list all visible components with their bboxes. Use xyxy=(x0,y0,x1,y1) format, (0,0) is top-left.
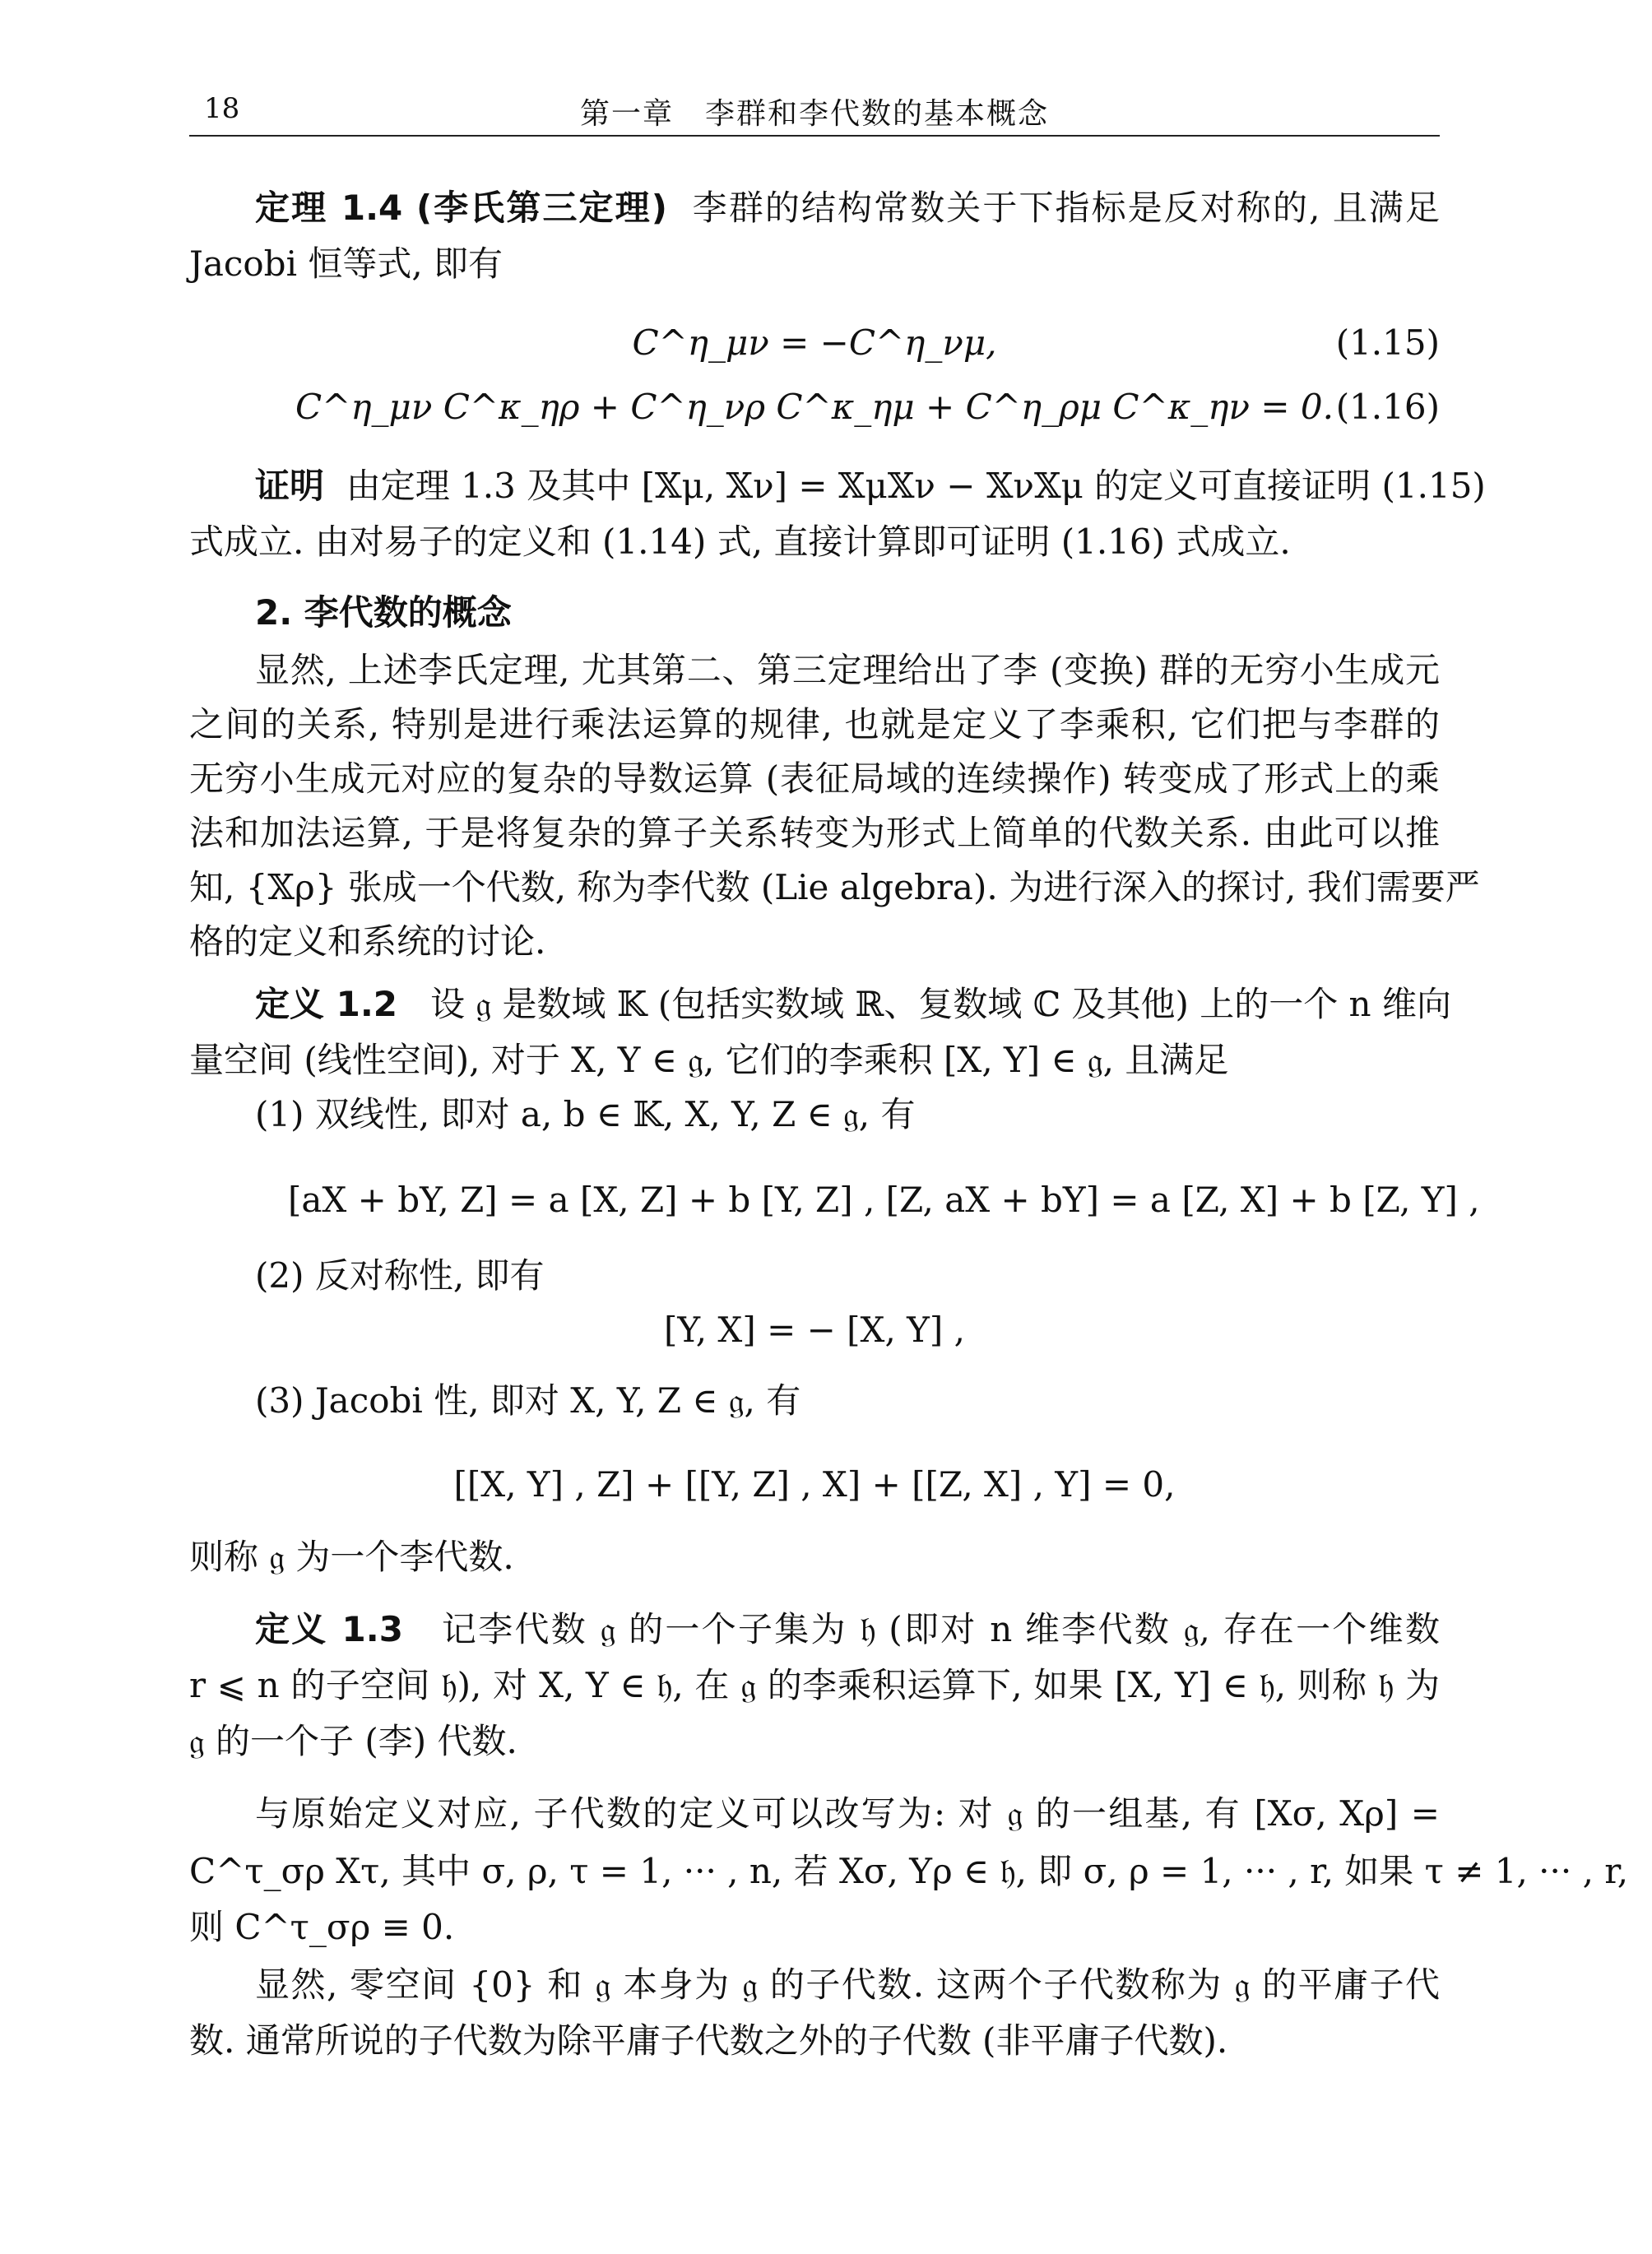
proof-line-2: 式成立. 由对易子的定义和 (1.14) 式, 直接计算即可证明 (1.16) 式成立. xyxy=(189,522,1291,562)
section-paragraph-line: 之间的关系, 特别是进行乘法运算的规律, 也就是定义了李乘积, 它们把与李群的 xyxy=(189,704,1440,744)
chapter-title: 第一章 李群和李代数的基本概念 xyxy=(579,97,1049,131)
theorem-1-4-line-1 xyxy=(255,188,1440,229)
definition-item-1: (1) 双线性, 即对 a, b ∈ 𝕂, X, Y, Z ∈ 𝔤, 有 xyxy=(255,1094,916,1134)
section-paragraph-line: 知, {𝕏ρ} 张成一个代数, 称为李代数 (Lie algebra). 为进行深入的探讨, 我们需要严 xyxy=(189,867,1480,907)
equation-1-15-body: C^η_μν = −C^η_νμ, xyxy=(632,322,997,363)
equation-1-16-body: C^η_μν C^κ_ηρ + C^η_νρ C^κ_ημ + C^η_ρμ C^κ_ην = 0. xyxy=(295,387,1334,427)
definition-1-2-label: 定义 1.2 xyxy=(255,984,398,1024)
equation-1-16 xyxy=(189,387,1440,433)
equation-antisymmetry: [Y, X] = − [X, Y] , xyxy=(664,1310,965,1350)
section-heading: 2. 李代数的概念 xyxy=(255,592,512,633)
equation-jacobi: [[X, Y] , Z] + [[Y, Z] , X] + [[Z, X] , Y] = 0, xyxy=(453,1464,1176,1505)
definition-1-3-line-2: r ⩽ n 的子空间 𝔥), 对 X, Y ∈ 𝔥, 在 𝔤 的李乘积运算下, 如果 [X, Y] ∈ 𝔥, 则称 𝔥 为 xyxy=(189,1665,1440,1705)
proof-line-1 xyxy=(255,466,1486,507)
proof-label: 证明 xyxy=(255,466,325,506)
final-paragraph-line: 显然, 零空间 {0} 和 𝔤 本身为 𝔤 的子代数. 这两个子代数称为 𝔤 的平庸子代 xyxy=(255,1964,1440,2005)
theorem-text: 李群的结构常数关于下指标是反对称的, 且满足 xyxy=(692,188,1440,228)
page-number: 18 xyxy=(204,92,240,125)
section-paragraph-line: 格的定义和系统的讨论. xyxy=(189,921,546,962)
definition-1-3-label: 定义 1.3 xyxy=(255,1609,403,1649)
equation-1-16-number: (1.16) xyxy=(1335,387,1440,427)
theorem-1-4-line-2: Jacobi 恒等式, 即有 xyxy=(189,243,503,284)
proof-text: 由定理 1.3 及其中 [𝕏μ, 𝕏ν] = 𝕏μ𝕏ν − 𝕏ν𝕏μ 的定义可直接证明 (1.15) xyxy=(346,466,1486,506)
definition-1-2-line-2: 量空间 (线性空间), 对于 X, Y ∈ 𝔤, 它们的李乘积 [X, Y] ∈ 𝔤, 且满足 xyxy=(189,1040,1229,1080)
theorem-label: 定理 1.4 (李氏第三定理) xyxy=(255,188,667,228)
definition-1-3-text: 记李代数 𝔤 的一个子集为 𝔥 (即对 n 维李代数 𝔤, 存在一个维数 xyxy=(441,1609,1440,1649)
section-paragraph-line: 显然, 上述李氏定理, 尤其第二、第三定理给出了李 (变换) 群的无穷小生成元 xyxy=(255,650,1440,690)
remark-line: 与原始定义对应, 子代数的定义可以改写为: 对 𝔤 的一组基, 有 [Xσ, Xρ] = xyxy=(255,1793,1440,1834)
equation-1-15 xyxy=(189,322,1440,369)
definition-item-3: (3) Jacobi 性, 即对 X, Y, Z ∈ 𝔤, 有 xyxy=(255,1380,801,1421)
equation-1-15-number: (1.15) xyxy=(1335,322,1440,363)
definition-1-2-line-1 xyxy=(255,984,1451,1025)
section-paragraph-line: 法和加法运算, 于是将复杂的算子关系转变为形式上简单的代数关系. 由此可以推 xyxy=(189,813,1440,853)
remark-line: 则 C^τ_σρ ≡ 0. xyxy=(189,1907,455,1947)
final-paragraph-line: 数. 通常所说的子代数为除平庸子代数之外的子代数 (非平庸子代数). xyxy=(189,2020,1228,2061)
page-header xyxy=(189,86,1440,137)
equation-bilinear: [aX + bY, Z] = a [X, Z] + b [Y, Z] , [Z, aX + bY] = a [Z, X] + b [Z, Y] , xyxy=(288,1180,1480,1220)
definition-1-3-line-3: 𝔤 的一个子 (李) 代数. xyxy=(189,1721,517,1761)
definition-1-2-text: 设 𝔤 是数域 𝕂 (包括实数域 ℝ、复数域 ℂ 及其他) 上的一个 n 维向 xyxy=(430,984,1451,1024)
definition-1-3-line-1 xyxy=(255,1609,1440,1650)
definition-1-2-conclusion: 则称 𝔤 为一个李代数. xyxy=(189,1537,514,1577)
section-paragraph-line: 无穷小生成元对应的复杂的导数运算 (表征局域的连续操作) 转变成了形式上的乘 xyxy=(189,758,1440,799)
remark-line: C^τ_σρ Xτ, 其中 σ, ρ, τ = 1, ··· , n, 若 Xσ, Yρ ∈ 𝔥, 即 σ, ρ = 1, ··· , r, 如果 τ ≠ 1, ··· , r, xyxy=(189,1851,1629,1891)
definition-item-2: (2) 反对称性, 即有 xyxy=(255,1255,545,1296)
